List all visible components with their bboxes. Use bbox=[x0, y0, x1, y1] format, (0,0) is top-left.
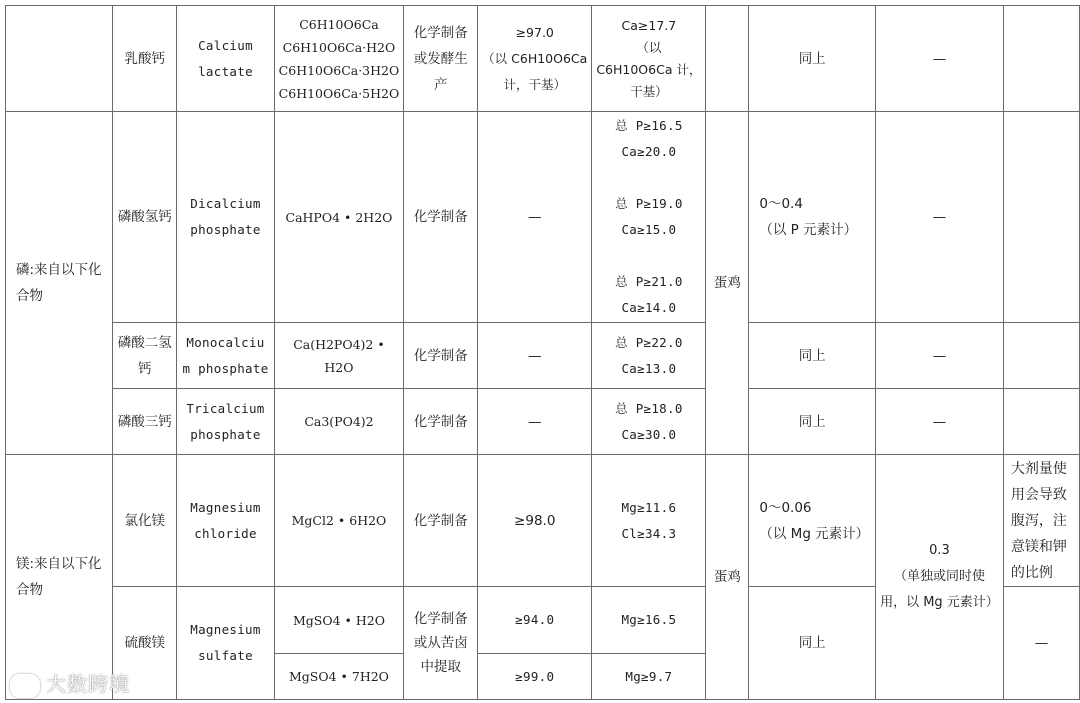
purity-cell: ≥98.0 bbox=[478, 455, 592, 587]
en-name-line: Magnesium bbox=[190, 622, 261, 637]
formula-cell: MgSO4 • H2O bbox=[274, 587, 404, 654]
purity-cell bbox=[478, 6, 592, 112]
table-row bbox=[6, 6, 1080, 112]
content-spacer bbox=[596, 243, 701, 269]
table-row bbox=[6, 389, 1080, 455]
max-cell: — bbox=[876, 389, 1004, 455]
purity-cell: — bbox=[478, 112, 592, 323]
note-line: 大剂量使 bbox=[1010, 460, 1067, 477]
note-cell: — bbox=[1003, 587, 1079, 700]
cn-name-cell: 乳酸钙 bbox=[113, 6, 177, 112]
note-cell bbox=[1003, 455, 1079, 587]
group-label-magnesium bbox=[6, 455, 113, 700]
process-line: 化学制备 bbox=[413, 611, 468, 627]
en-name-line: sulfate bbox=[198, 648, 253, 663]
dose-line: （以 Mg 元素计） bbox=[759, 525, 870, 542]
en-name-line: phosphate bbox=[190, 426, 261, 442]
content-line: 总 P≥22.0 bbox=[615, 334, 683, 350]
dose-cell: 同上 bbox=[749, 587, 876, 700]
process-cell bbox=[404, 587, 478, 700]
content-cell bbox=[592, 389, 706, 455]
purity-cell: — bbox=[478, 389, 592, 455]
dose-cell bbox=[749, 112, 876, 323]
cn-name-cell: 硫酸镁 bbox=[113, 587, 177, 700]
table-row bbox=[6, 112, 1080, 323]
content-cell bbox=[592, 112, 706, 323]
group-label-line: 镁:来自以下化 bbox=[16, 556, 102, 572]
group-cell bbox=[6, 6, 113, 112]
note-cell bbox=[1003, 323, 1079, 389]
en-name-line: Monocalciu bbox=[186, 334, 265, 350]
dose-cell: 同上 bbox=[749, 389, 876, 455]
max-line: （单独或同时使 bbox=[893, 569, 985, 584]
process-cell bbox=[404, 6, 478, 112]
animal-cell: 蛋鸡 bbox=[706, 112, 749, 455]
note-line: 腹泻，注 bbox=[1010, 512, 1067, 529]
process-line: 或从苦卤 bbox=[413, 635, 468, 651]
formula-cell: MgSO4 • 7H2O bbox=[274, 654, 404, 700]
formula-line: H2O bbox=[324, 359, 354, 375]
process-line: 中提取 bbox=[420, 659, 461, 675]
en-name-line: chloride bbox=[194, 525, 257, 541]
purity-cell: — bbox=[478, 323, 592, 389]
cn-name-cell: 氯化镁 bbox=[113, 455, 177, 587]
group-label-line: 合物 bbox=[16, 582, 43, 598]
dose-line: 0～0.06 bbox=[759, 499, 812, 516]
group-label-phosphorus bbox=[6, 112, 113, 455]
process-line: 产 bbox=[433, 76, 448, 93]
dose-cell: 同上 bbox=[749, 6, 876, 112]
group-label-line: 磷:来自以下化 bbox=[16, 262, 102, 278]
content-spacer bbox=[596, 165, 701, 191]
max-line: 0.3 bbox=[929, 543, 950, 558]
max-cell: — bbox=[876, 323, 1004, 389]
en-name-cell bbox=[177, 323, 274, 389]
content-line: 干基） bbox=[630, 83, 668, 99]
content-cell: Mg≥16.5 bbox=[592, 587, 706, 654]
formula-cell: Ca3(PO4)2 bbox=[274, 389, 404, 455]
cn-name-cell: 磷酸二氢钙 bbox=[113, 323, 177, 389]
formula-cell bbox=[274, 323, 404, 389]
dose-cell: 同上 bbox=[749, 323, 876, 389]
watermark bbox=[10, 668, 130, 698]
feed-additive-table bbox=[5, 5, 1080, 700]
note-line: 用会导致 bbox=[1010, 486, 1067, 503]
process-cell: 化学制备 bbox=[404, 389, 478, 455]
process-cell: 化学制备 bbox=[404, 323, 478, 389]
purity-line: 计，干基） bbox=[503, 76, 566, 92]
purity-line: ≥97.0 bbox=[515, 24, 554, 40]
formula-line: C6H10O6Ca bbox=[299, 16, 379, 32]
max-line: 用，以 Mg 元素计） bbox=[880, 595, 999, 610]
en-name-cell bbox=[177, 6, 274, 112]
max-cell: — bbox=[876, 112, 1004, 323]
content-cell bbox=[592, 455, 706, 587]
content-line: Cl≥34.3 bbox=[621, 525, 677, 541]
note-line: 的比例 bbox=[1010, 564, 1053, 581]
dose-cell bbox=[749, 455, 876, 587]
content-line: Ca≥30.0 bbox=[621, 426, 677, 442]
content-line: Mg≥11.6 bbox=[621, 499, 677, 515]
table-row bbox=[6, 323, 1080, 389]
process-cell: 化学制备 bbox=[404, 455, 478, 587]
max-cell: — bbox=[876, 6, 1004, 112]
content-line: Ca≥14.0 bbox=[621, 300, 677, 315]
note-cell bbox=[1003, 112, 1079, 323]
animal-cell: 蛋鸡 bbox=[706, 455, 749, 700]
en-name-cell bbox=[177, 455, 274, 587]
content-line: （以 bbox=[636, 39, 662, 55]
en-name-line: phosphate bbox=[190, 222, 261, 237]
purity-line: （以 C6H10O6Ca bbox=[482, 50, 588, 66]
en-name-line: Tricalcium bbox=[186, 400, 265, 416]
cn-name-cell: 磷酸三钙 bbox=[113, 389, 177, 455]
content-line: Ca≥17.7 bbox=[621, 17, 677, 33]
content-cell bbox=[592, 323, 706, 389]
en-name-cell bbox=[177, 112, 274, 323]
note-line: 意镁和钾 bbox=[1010, 538, 1067, 555]
formula-cell: CaHPO4 • 2H2O bbox=[274, 112, 404, 323]
animal-cell bbox=[706, 6, 749, 112]
process-line: 或发酵生 bbox=[413, 50, 468, 67]
en-name-line: Calcium bbox=[198, 37, 253, 53]
formula-line: Ca(H2PO4)2 • bbox=[293, 336, 385, 352]
table-row bbox=[6, 455, 1080, 587]
watermark-logo-icon bbox=[10, 674, 40, 698]
content-cell bbox=[592, 6, 706, 112]
content-line: C6H10O6Ca 计， bbox=[596, 61, 702, 77]
en-name-line: lactate bbox=[198, 63, 253, 79]
watermark-text: 大数跨境 bbox=[46, 672, 130, 696]
en-name-cell bbox=[177, 389, 274, 455]
max-cell bbox=[876, 455, 1004, 700]
formula-line: C6H10O6Ca·5H2O bbox=[278, 85, 400, 101]
cn-name-cell: 磷酸氢钙 bbox=[113, 112, 177, 323]
content-line: Ca≥20.0 bbox=[621, 144, 677, 159]
process-line: 化学制备 bbox=[413, 24, 468, 41]
dose-line: 0～0.4 bbox=[759, 196, 803, 212]
formula-cell: MgCl2 • 6H2O bbox=[274, 455, 404, 587]
en-name-line: Magnesium bbox=[190, 499, 261, 515]
purity-cell: ≥99.0 bbox=[478, 654, 592, 700]
process-cell: 化学制备 bbox=[404, 112, 478, 323]
formula-line: C6H10O6Ca·3H2O bbox=[278, 62, 400, 78]
note-cell bbox=[1003, 389, 1079, 455]
content-cell: Mg≥9.7 bbox=[592, 654, 706, 700]
en-name-cell bbox=[177, 587, 274, 700]
formula-line: C6H10O6Ca·H2O bbox=[282, 39, 396, 55]
dose-line: （以 P 元素计） bbox=[759, 222, 858, 238]
purity-cell: ≥94.0 bbox=[478, 587, 592, 654]
formula-cell bbox=[274, 6, 404, 112]
content-line: Ca≥13.0 bbox=[621, 360, 677, 376]
content-line: 总 P≥16.5 bbox=[615, 118, 683, 133]
note-cell bbox=[1003, 6, 1079, 112]
en-name-line: m phosphate bbox=[182, 360, 269, 376]
content-line: 总 P≥21.0 bbox=[615, 274, 683, 289]
content-line: Ca≥15.0 bbox=[621, 222, 677, 237]
content-line: 总 P≥19.0 bbox=[615, 196, 683, 211]
en-name-line: Dicalcium bbox=[190, 196, 261, 211]
content-line: 总 P≥18.0 bbox=[615, 400, 683, 416]
group-label-line: 合物 bbox=[16, 288, 43, 304]
